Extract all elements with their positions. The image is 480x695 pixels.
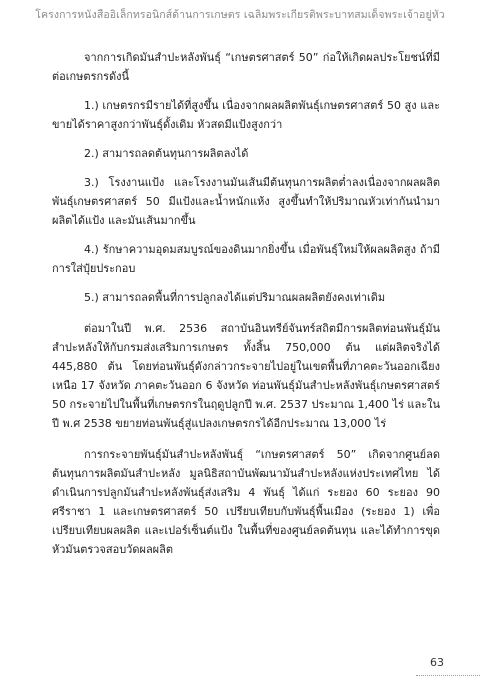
benefit-item-2: 2.) สามารถลดต้นทุนการผลิตลงได้ (84, 147, 249, 160)
benefit-item-3: 3.) โรงงานแป้ง และโรงงานมันเส้นมีต้นทุนการผลิตต่ำลงเนื่องจากผลผลิตพันธุ์เกษตรศาสตร์ 50 มีแป้งและน้ำหนักแห้ง สูงขึ้นทำให้ปริมาณหัวเท่ากันนำมาผลิตได้แป้ง และมันเส้นมากขึ้น (52, 176, 440, 227)
page-body (52, 48, 440, 569)
intro-paragraph: จากการเกิดมันสำปะหลังพันธุ์ “เกษตรศาสตร์ 50” ก่อให้เกิดผลประโยชน์ที่มีต่อเกษตรกรดังนี้ (52, 51, 440, 83)
history-paragraph: ต่อมาในปี พ.ศ. 2536 สถาบันอินทรีย์จันทร์สถิตมีการผลิตท่อนพันธุ์มันสำปะหลังให้กับกรมส่งเสริมการเกษตร ทั้งสิ้น 750,000 ต้น แต่ผลิตจริงได้ 445,880 ต้น โดยท่อนพันธุ์ดังกล่าวกระจายไปอยู่ในเขตพื้นที่ภาคตะวันออกเฉียงเหนือ 17 จังหวัด ภาคตะวันออก 6 จังหวัด ท่อนพันธุ์มันสำปะหลังพันธุ์เกษตรศาสตร์ 50 กระจายไปในพื้นที่เกษตรกรในฤดูปลูกปี พ.ศ. 2537 ประมาณ 1,400 ไร่ และในปี พ.ศ 2538 ขยายท่อนพันธุ์สู่แปลงเกษตรกรได้อีกประมาณ 13,000 ไร่ (52, 322, 441, 430)
benefit-item-4: 4.) รักษาความอุดมสมบูรณ์ของดินมากยิ่งขึ้น เมื่อพันธุ์ใหม่ให้ผลผลิตสูง ถ้ามีการใส่ปุ๋ยประกอบ (52, 243, 440, 275)
benefit-item-5: 5.) สามารถลดพื้นที่การปลูกลงได้แต่ปริมาณผลผลิตยังคงเท่าเดิม (84, 291, 386, 304)
benefit-item-1: 1.) เกษตรกรมีรายได้ที่สูงขึ้น เนื่องจากผลผลิตพันธุ์เกษตรศาสตร์ 50 สูง และขายได้ราคาสูงกว่าพันธุ์ดั้งเดิม หัวสดมีแป้งสูงกว่า (52, 99, 440, 131)
page-number: 63 (430, 656, 444, 669)
running-header: โครงการหนังสืออิเล็กทรอนิกส์ด้านการเกษตร เฉลิมพระเกียรติพระบาทสมเด็จพระเจ้าอยู่หัว (35, 9, 445, 21)
distribution-paragraph: การกระจายพันธุ์มันสำปะหลังพันธุ์ “เกษตรศาสตร์ 50” เกิดจากศูนย์ลดต้นทุนการผลิตมันสำปะหลัง มูลนิธิสถาบันพัฒนามันสำปะหลังแห่งประเทศไทย ได้ดำเนินการปลูกมันสำปะหลังพันธุ์ส่งเสริม 4 พันธุ์ ได้แก่ ระยอง 60 ระยอง 90 ศรีราชา 1 และเกษตรศาสตร์ 50 เปรียบเทียบกับพันธุ์พื้นเมือง (ระยอง 1) เพื่อเปรียบเทียบผลผลิต และเปอร์เซ็นต์แป้ง ในพื้นที่ของศูนย์ลดต้นทุน และได้ทำการขุดหัวมันตรวจสอบวัดผลผลิต (52, 448, 440, 556)
footer-dotted-rule (416, 675, 480, 676)
